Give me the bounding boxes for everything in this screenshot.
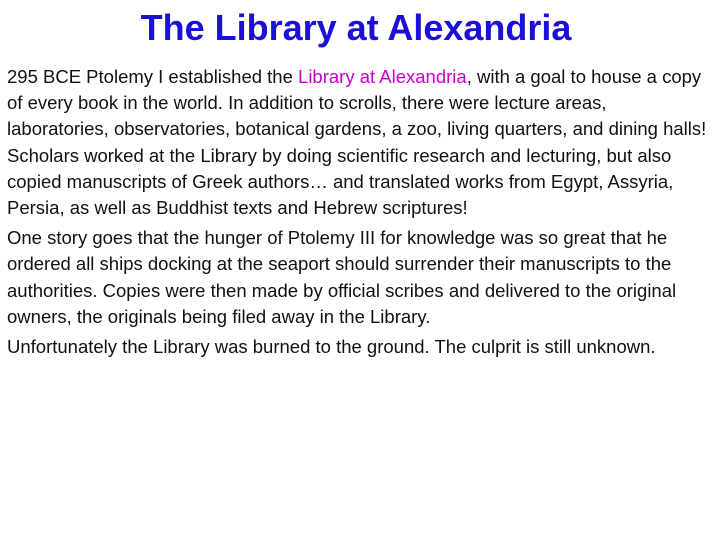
slide-title: The Library at Alexandria xyxy=(140,7,572,48)
paragraph-library-burned: Unfortunately the Library was burned to the ground. The culprit is still unknown. xyxy=(7,336,656,358)
paragraph-library-founding xyxy=(7,64,713,221)
paragraph-ptolemy-story: One story goes that the hunger of Ptolemy III for knowledge was so great that he ordered all ships docking at the seaport should surrender their manuscripts to the authorities. Copies were then made by official scribes and delivered to the original owners, the originals being filed away in the Library. xyxy=(7,227,677,327)
paragraph-1-rest: , with a goal to house a copy of every book in the world. In addition to scrolls, there were lecture areas, laboratories, observatories, botanical gardens, a zoo, living quarters, and dining halls! Scholars worked at the Library by doing scientific research and lecturing, but also copied manuscripts of Greek authors… and translated works from Egypt, Assyria, Persia, as well as Buddhist texts and Hebrew scriptures! xyxy=(7,66,707,219)
paragraph-1-intro: 295 BCE Ptolemy I established the xyxy=(7,66,299,87)
library-name-highlight: Library at Alexandria xyxy=(298,66,467,87)
slide-body xyxy=(7,64,713,364)
